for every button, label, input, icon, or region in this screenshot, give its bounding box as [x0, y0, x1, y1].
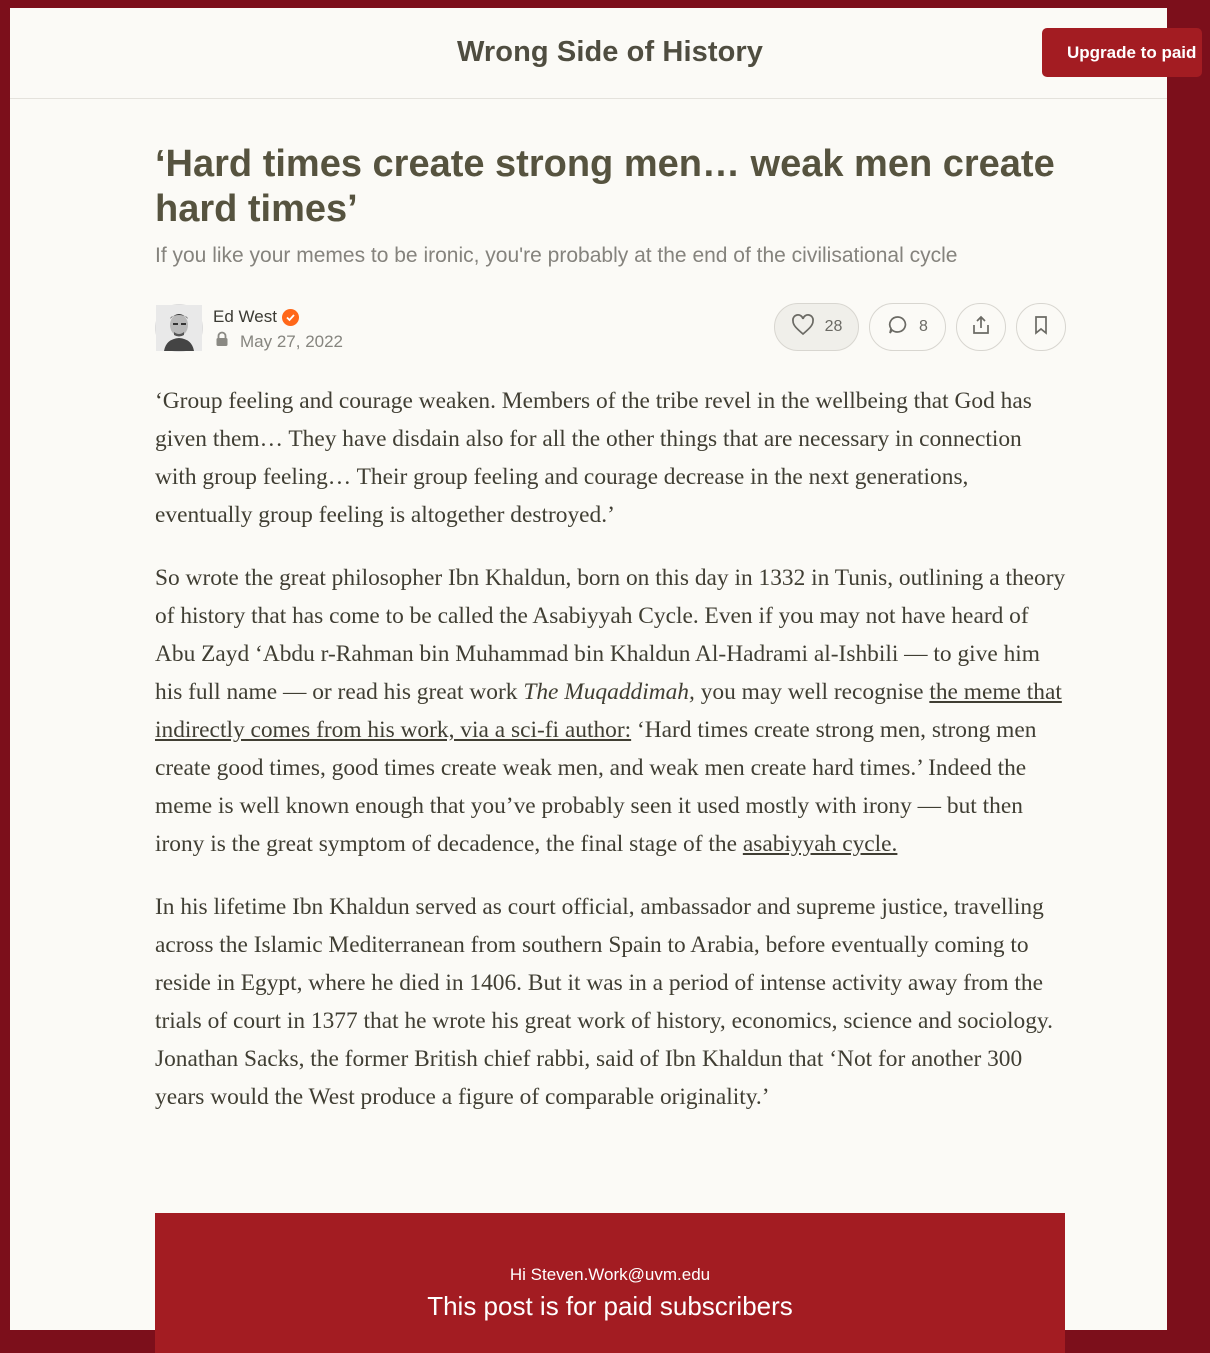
paragraph-2-text-a: So wrote the great philosopher Ibn Khaldun, born on this day in 1332 in Tunis, outlining a theory of history that has come to be called the Asabiyyah Cycle. Even if you may not have heard of Abu Zayd ‘Abdu r-Rahman bin Muhammad bin Khaldun Al-Hadrami al-Ishbili — to give him his full name — or read his great work: [155, 565, 1066, 705]
author-name-row: [213, 307, 299, 327]
top-bar: [10, 8, 1197, 99]
paragraph-3: In his lifetime Ibn Khaldun served as court official, ambassador and supreme justice, travelling across the Islamic Mediterranean from southern Spain to Arabia, before eventually coming to reside in Egypt, where he died in 1406. But it was in a period of intense activity away from the trials of court in 1377 that he wrote his great work of history, economics, science and sociology. Jonathan Sacks, the former British chief rabbi, said of Ibn Khaldun that ‘Not for another 300 years would the West produce a figure of comparable originality.’: [155, 894, 1053, 1110]
heart-icon: [791, 314, 815, 341]
meme-link[interactable]: the meme that indirectly comes from his work, via a sci-fi author:: [155, 679, 1062, 743]
asabiyyah-cycle-link[interactable]: asabiyyah cycle.: [742, 831, 898, 857]
paragraph-2-text-c: ‘Hard times create strong men, strong men create good times, good times create weak men, and weak men create hard times.’ Indeed the meme is well known enough that you’ve probably seen it used mostly with irony — but then irony is the great symptom of decadence, the final stage of the: [155, 717, 1037, 857]
comment-button[interactable]: [869, 303, 946, 351]
paywall-greeting: Hi Steven.Work@uvm.edu: [509, 1265, 711, 1284]
book-title: The Muqaddimah,: [523, 679, 695, 705]
paragraph-1: ‘Group feeling and courage weaken. Members of the tribe revel in the wellbeing that God has given them… They have disdain also for all the other things that are necessary in connection with group feeling… Their group feeling and courage decrease in the next generations, eventually group feeling is altogether destroyed.’: [155, 388, 1032, 528]
like-button[interactable]: [774, 303, 859, 351]
verified-icon: [282, 309, 299, 326]
post-date: May 27, 2022: [240, 331, 344, 351]
page: [10, 8, 1197, 1330]
publication-title[interactable]: Wrong Side of History: [456, 36, 764, 68]
post-subtitle: If you like your memes to be ironic, you're probably at the end of the civilisational cycle: [155, 244, 958, 267]
paragraph-2: [155, 559, 1067, 863]
post-meta: [214, 331, 343, 352]
share-icon: [970, 314, 992, 341]
paragraph-2-text-b: you may well recognise: [694, 679, 930, 705]
comment-icon: [887, 314, 909, 341]
author-photo: [156, 305, 202, 351]
lock-icon: [214, 331, 230, 352]
share-button[interactable]: [956, 303, 1006, 351]
upgrade-button[interactable]: Upgrade to paid: [1042, 28, 1202, 77]
author-avatar[interactable]: [155, 304, 203, 352]
author-name[interactable]: Ed West: [213, 307, 277, 326]
paywall-banner: [155, 1213, 1065, 1353]
paywall-title: This post is for paid subscribers: [427, 1291, 793, 1321]
post-body: [155, 382, 1067, 1141]
comment-count: 8: [919, 318, 928, 335]
bookmark-button[interactable]: [1016, 303, 1066, 351]
post-title: ‘Hard times create strong men… weak men create hard times’: [155, 143, 1055, 230]
like-count: 28: [824, 318, 843, 335]
bookmark-icon: [1031, 314, 1051, 341]
